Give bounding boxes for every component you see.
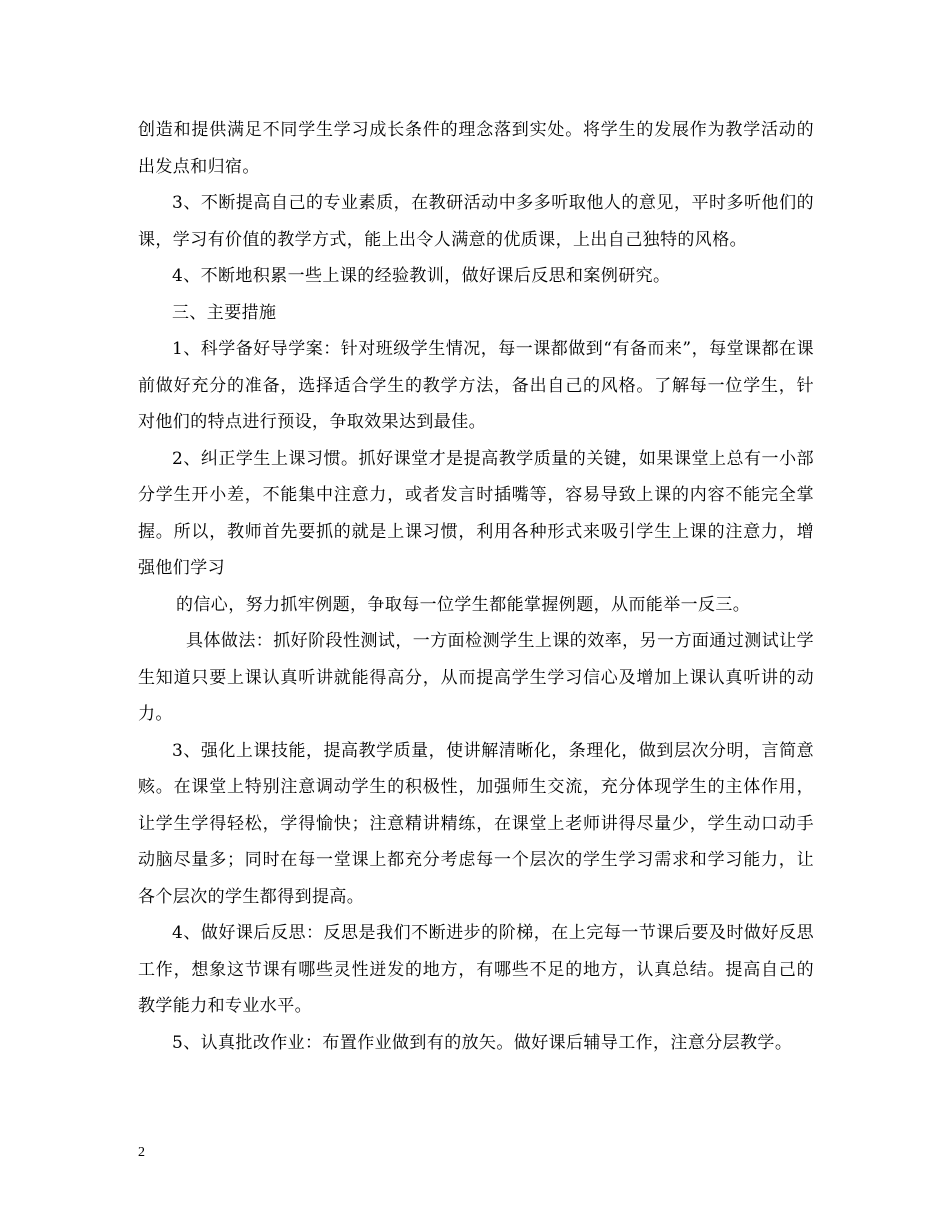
paragraph-continuation: 创造和提供满足不同学生学习成长条件的理念落到实处。将学生的发展作为教学活动的出发点和归宿。: [138, 120, 814, 177]
page-number: 2: [138, 1145, 145, 1160]
paragraph-specific-method: 具体做法：抓好阶段性测试，一方面检测学生上课的效率，另一方面通过测试让学生知道只要上课认真听讲就能得高分，从而提高学生学习信心及增加上课认真听讲的动力。: [138, 631, 814, 724]
paragraph-measure-2-continued: 的信心，努力抓牢例题，争取每一位学生都能掌握例题，从而能举一反三。: [176, 594, 751, 615]
paragraph-goal-4: 4、不断地积累一些上课的经验教训，做好课后反思和案例研究。: [172, 266, 671, 286]
section-heading-measures: 三、主要措施: [172, 302, 277, 323]
paragraph-measure-1: 1、科学备好导学案：针对班级学生情况，每一课都做到“有备而来”，每堂课都在课前做好充分的准备，选择适合学生的教学方法，备出自己的风格。了解每一位学生，针对他们的特点进行预设，争取效果达到最佳。: [138, 339, 814, 432]
paragraph-measure-5: 5、认真批改作业：布置作业做到有的放矢。做好课后辅导工作，注意分层教学。: [172, 1032, 793, 1053]
paragraph-measure-3: 3、强化上课技能，提高教学质量，使讲解清晰化，条理化，做到层次分明，言简意赅。在课堂上特别注意调动学生的积极性，加强师生交流，充分体现学生的主体作用，让学生学得轻松，学得愉快；注意精讲精练，在课堂上老师讲得尽量少，学生动口动手动脑尽量多；同时在每一堂课上都充分考虑每一个层次的学生学习需求和学习能力，让各个层次的学生都得到提高。: [138, 740, 814, 907]
document-body: [138, 112, 814, 1061]
paragraph-measure-2: 2、纠正学生上课习惯。抓好课堂才是提高教学质量的关键，如果课堂上总有一小部分学生开小差，不能集中注意力，或者发言时插嘴等，容易导致上课的内容不能完全掌握。所以，教师首先要抓的就是上课习惯，利用各种形式来吸引学生上课的注意力，增强他们学习: [138, 448, 814, 578]
paragraph-goal-3: 3、不断提高自己的专业素质，在教研活动中多多听取他人的意见，平时多听他们的课，学习有价值的教学方式，能上出令人满意的优质课，上出自己独特的风格。: [138, 193, 814, 250]
paragraph-measure-4: 4、做好课后反思：反思是我们不断进步的阶梯，在上完每一节课后要及时做好反思工作，想象这节课有哪些灵性迸发的地方，有哪些不足的地方，认真总结。提高自己的教学能力和专业水平。: [138, 923, 814, 1016]
